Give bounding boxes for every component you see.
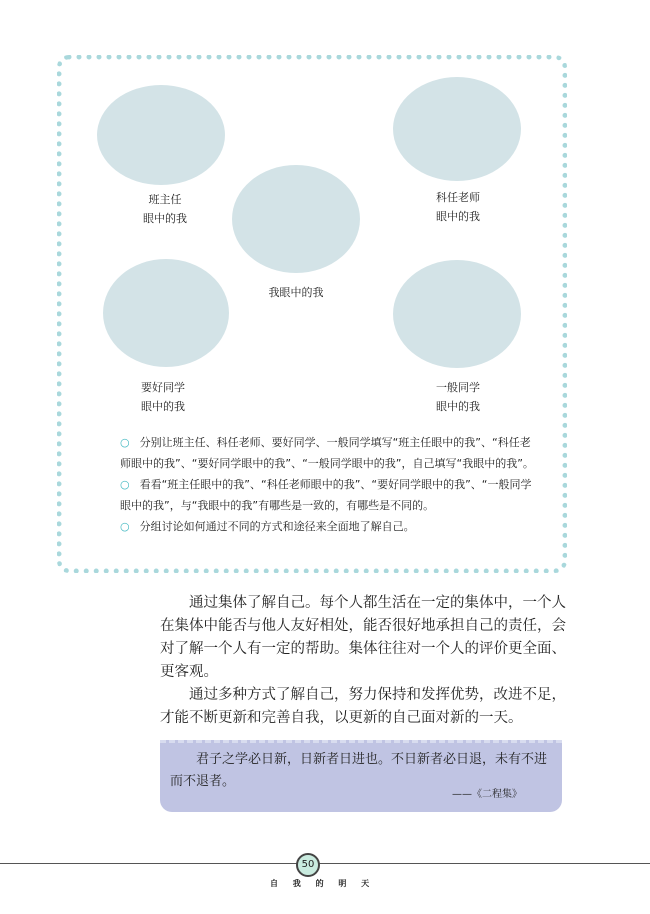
quote-source: ——《二程集》 xyxy=(452,789,522,800)
label-keren xyxy=(408,188,508,226)
activity-text: 分组讨论如何通过不同的方式和途径来全面地了解自己。 xyxy=(139,520,415,533)
label-line: 眼中的我 xyxy=(436,400,480,413)
activity-text: 分别让班主任、科任老师、要好同学、一般同学填写“班主任眼中的我”、“科任老师眼中的我”、“要好同学眼中的我”、“一般同学眼中的我”，自己填写“我眼中的我”。 xyxy=(120,436,534,470)
circle-bullet-icon: ○ xyxy=(120,436,130,449)
circle-keren xyxy=(393,77,521,181)
label-friend xyxy=(113,378,213,416)
activity-item xyxy=(120,432,540,474)
circle-self xyxy=(232,165,360,273)
paragraph: 通过多种方式了解自己，努力保持和发挥优势，改进不足，才能不断更新和完善自我，以更新的自己面对新的一天。 xyxy=(160,687,566,726)
activity-text: 看看“班主任眼中的我”、“科任老师眼中的我”、“要好同学眼中的我”、“一般同学眼中的我”，与“我眼中的我”有哪些是一致的，有哪些是不同的。 xyxy=(120,478,532,512)
label-general xyxy=(408,378,508,416)
quote-box xyxy=(160,740,562,812)
label-line: 眼中的我 xyxy=(141,400,185,413)
label-line: 眼中的我 xyxy=(436,210,480,223)
label-line: 一般同学 xyxy=(436,381,480,394)
activity-item xyxy=(120,516,540,537)
circle-banzhuren xyxy=(97,85,225,185)
paragraph: 通过集体了解自己。每个人都生活在一定的集体中，一个人在集体中能否与他人友好相处，能否很好地承担自己的责任，会对了解一个人有一定的帮助。集体往往对一个人的评价更全面、更客观。 xyxy=(160,595,566,680)
activity-item xyxy=(120,474,540,516)
label-line: 眼中的我 xyxy=(143,212,187,225)
circle-bullet-icon: ○ xyxy=(120,478,130,491)
quote-text: 君子之学必日新，日新者日进也。不日新者必日退，未有不进而不退者。 xyxy=(170,752,548,789)
label-line: 要好同学 xyxy=(141,381,185,394)
circle-bullet-icon: ○ xyxy=(120,520,130,533)
label-banzhuren xyxy=(115,190,215,228)
footer-title: 自 我 的 明 天 xyxy=(270,879,376,888)
activity-list xyxy=(120,432,540,537)
label-line: 班主任 xyxy=(148,193,182,206)
page-number: 50 xyxy=(296,853,320,877)
footer-rule xyxy=(0,863,650,864)
body-text xyxy=(160,592,570,730)
label-line: 科任老师 xyxy=(436,191,480,204)
label-self: 我眼中的我 xyxy=(268,286,324,299)
circle-general xyxy=(393,260,521,368)
circle-friend xyxy=(103,259,229,367)
